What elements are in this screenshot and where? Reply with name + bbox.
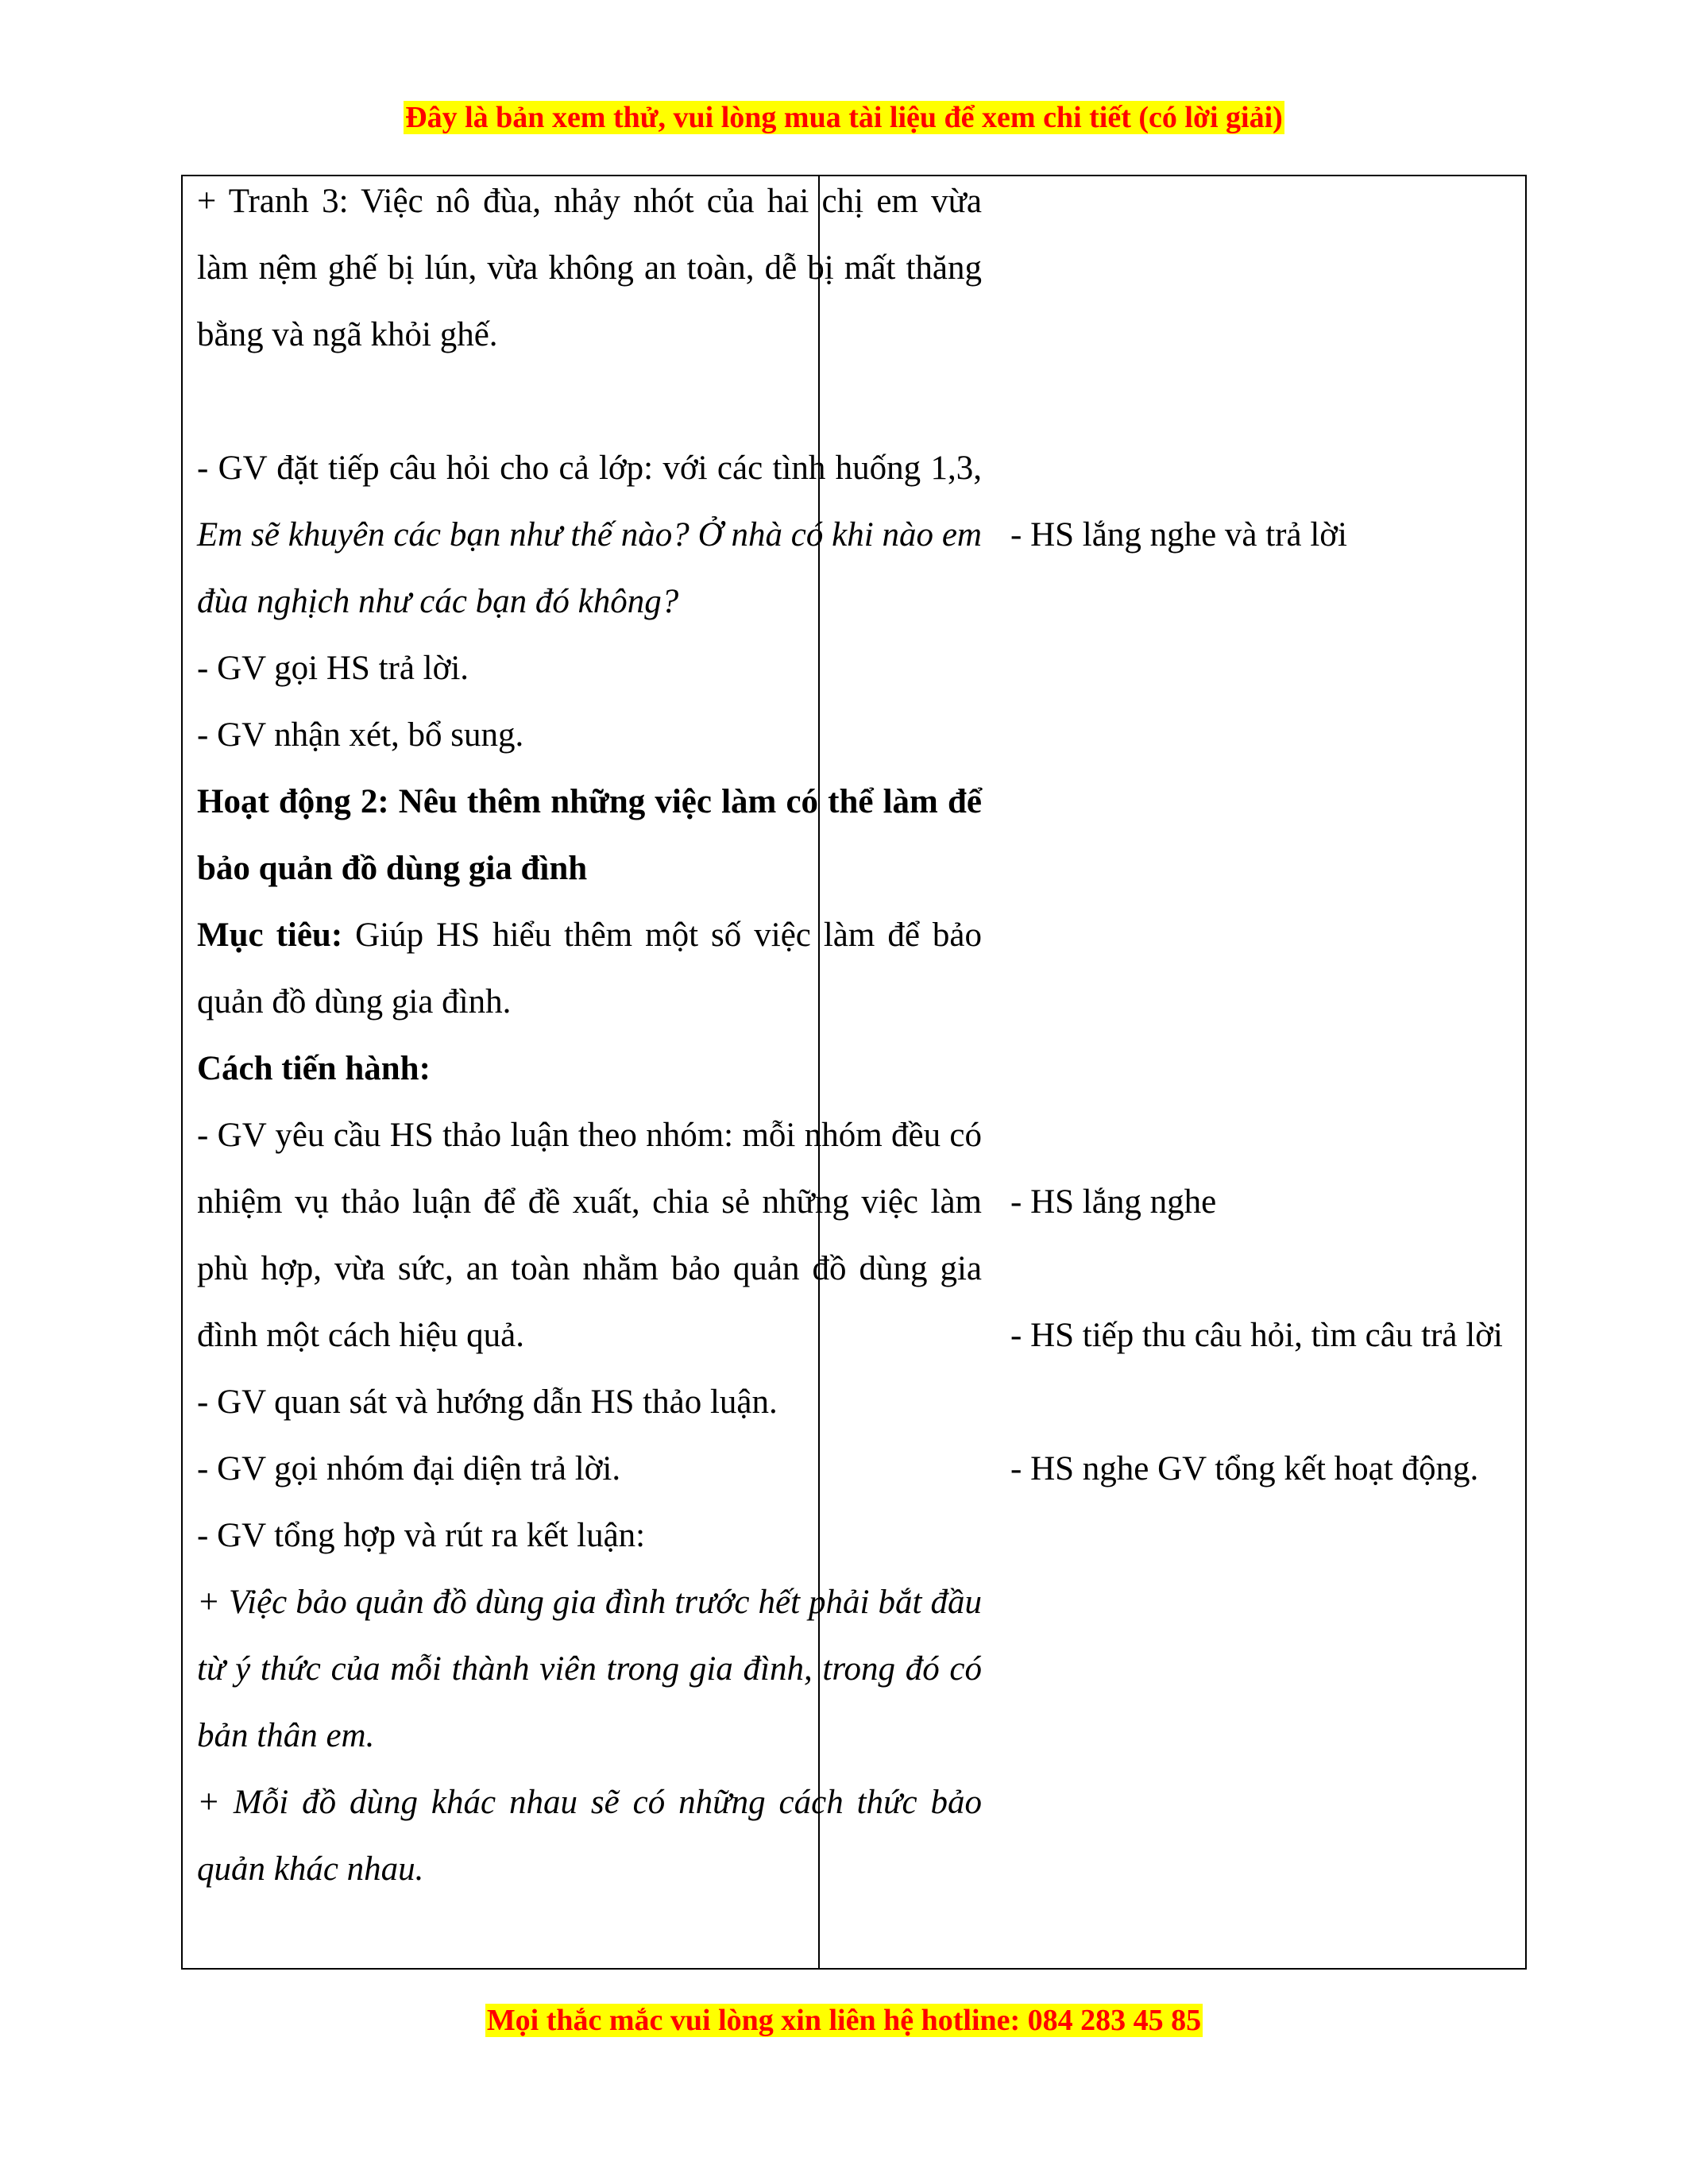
conclude-line: - GV tổng hợp và rút ra kết luận: <box>197 1517 646 1554</box>
goal-paragraph <box>197 902 982 1036</box>
student-listen-answer: - HS lắng nghe và trả lời <box>1010 516 1347 554</box>
preview-notice-banner <box>0 98 1688 137</box>
teacher-question-paragraph <box>197 435 982 635</box>
student-listen: - HS lắng nghe <box>1010 1183 1217 1221</box>
hotline-banner <box>0 2001 1688 2039</box>
conclusion-2: + Mỗi đồ dùng khác nhau sẽ có những cách thức bảo quản khác nhau. <box>197 1784 982 1888</box>
conclusion-1: + Việc bảo quản đồ dùng gia đình trước hết phải bắt đầu từ ý thức của mỗi thành viên trong gia đình, trong đó có bản thân em. <box>197 1584 982 1754</box>
question-text: Em sẽ khuyên các bạn như thế nào? Ở nhà có khi nào em đùa nghịch như các bạn đó không? <box>197 516 982 620</box>
call-group-line: - GV gọi nhóm đại diện trả lời. <box>197 1450 621 1488</box>
spacer <box>197 369 982 435</box>
group-task-paragraph: - GV yêu cầu HS thảo luận theo nhóm: mỗi nhóm đều có nhiệm vụ thảo luận để đề xuất, chia sẻ những việc làm phù hợp, vừa sức, an toàn nhằm bảo quản đồ dùng gia đình một cách hiệu quả. <box>197 1117 982 1354</box>
goal-text: Giúp HS hiểu thêm một số việc làm để bảo quản đồ dùng gia đình. <box>197 916 983 1021</box>
call-answer-line: - GV gọi HS trả lời. <box>197 650 469 687</box>
hotline-text: Mọi thắc mắc vui lòng xin liên hệ hotline: 084 283 45 85 <box>486 2004 1202 2037</box>
question-prefix: - GV đặt tiếp câu hỏi cho cả lớp: với các tình huống 1,3, <box>197 450 982 487</box>
method-heading: Cách tiến hành: <box>197 1050 431 1087</box>
tranh3-paragraph: + Tranh 3: Việc nô đùa, nhảy nhót của hai chị em vừa làm nệm ghế bị lún, vừa không an toàn, dễ bị mất thăng bằng và ngã khỏi ghế. <box>197 183 982 353</box>
observe-line: - GV quan sát và hướng dẫn HS thảo luận. <box>197 1383 778 1421</box>
student-activities-column <box>1010 168 1512 1503</box>
teacher-activities-column <box>197 168 982 1903</box>
student-hear-summary: - HS nghe GV tổng kết hoạt động. <box>1010 1450 1479 1488</box>
comment-line: - GV nhận xét, bổ sung. <box>197 716 524 754</box>
goal-label: Mục tiêu: <box>197 916 343 954</box>
student-receive-question: - HS tiếp thu câu hỏi, tìm câu trả lời <box>1010 1317 1503 1354</box>
activity2-heading: Hoạt động 2: Nêu thêm những việc làm có thể làm để bảo quản đồ dùng gia đình <box>197 783 982 887</box>
preview-notice-text: Đây là bản xem thử, vui lòng mua tài liệu để xem chi tiết (có lời giải) <box>405 101 1283 134</box>
